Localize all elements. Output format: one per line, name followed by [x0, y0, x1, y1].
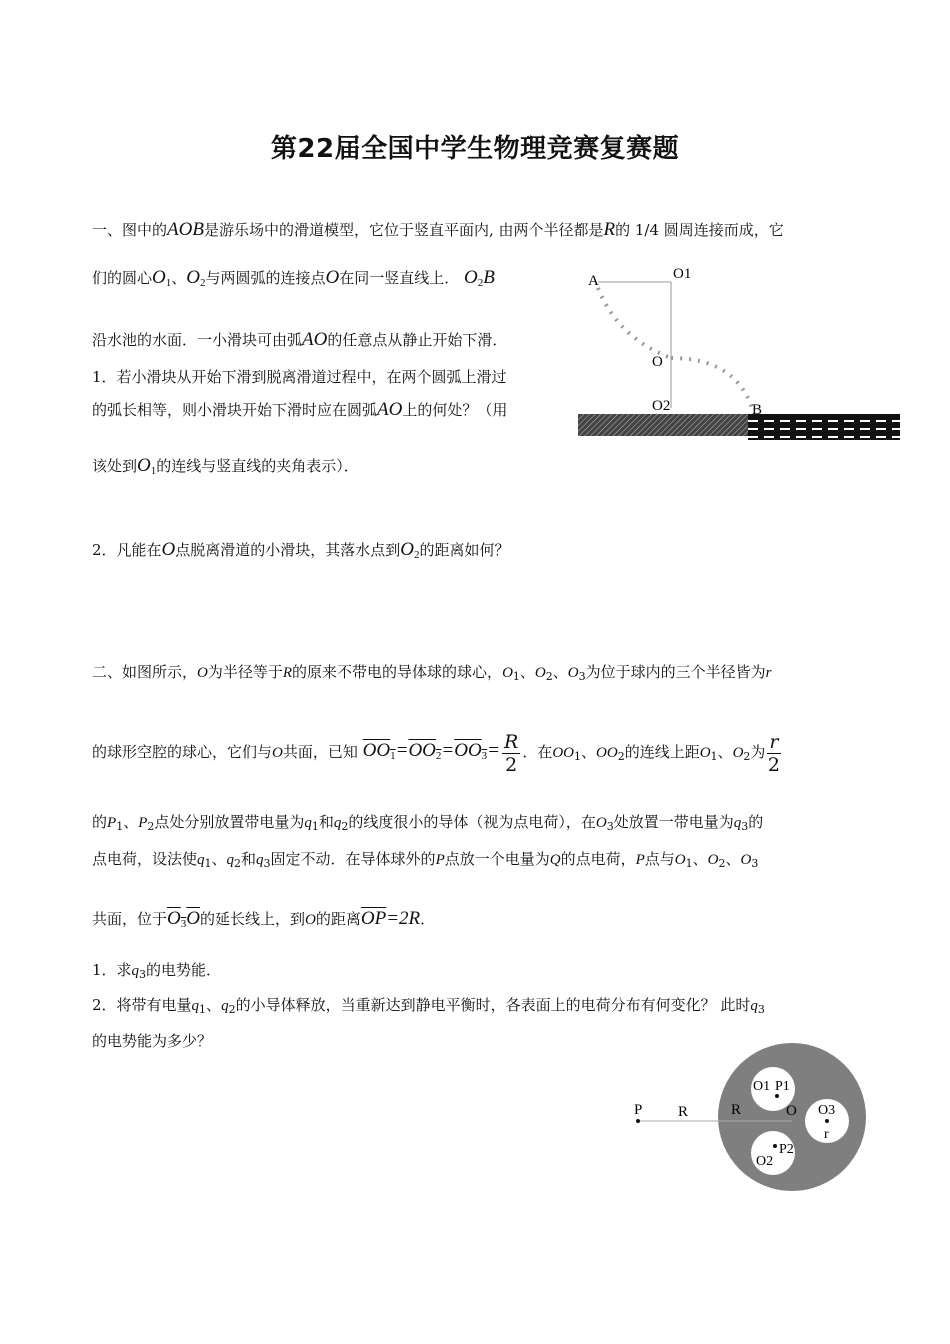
q1-text: 沿水池的水面．一小滑块可由弧: [92, 331, 303, 349]
point-p2: [773, 1144, 777, 1148]
q1-text: 的任意点从静止开始下滑．: [327, 331, 508, 349]
label-r-small: r: [824, 1127, 829, 1142]
math-o2: $O_2$: [400, 539, 420, 561]
math-aob: AOB: [167, 219, 204, 240]
q1-line-6: [92, 456, 359, 481]
label-r: R: [678, 1104, 689, 1120]
label-o2: O2: [756, 1154, 774, 1169]
q1-line-3: [92, 330, 507, 350]
point-p: [636, 1119, 640, 1123]
point-p1: [775, 1094, 779, 1098]
math-ao: AO: [302, 329, 328, 350]
fraction-r-over-2: $\frac{R}{2}$: [504, 730, 519, 776]
label-o2: O2: [652, 398, 671, 414]
q1-text: 2．凡能在: [92, 541, 162, 559]
math-o1: $O_1$: [152, 267, 172, 289]
q1-text: 的 1/4 圆周连接而成，它: [615, 221, 784, 239]
label-o: O: [786, 1103, 797, 1119]
q1-text: 的弧长相等，则小滑块开始下滑时应在圆弧: [92, 401, 378, 419]
point-o3: [825, 1119, 829, 1123]
q1-line-4: 1．若小滑块从开始下滑到脱离滑道过程中，在两个圆弧上滑过: [92, 368, 507, 386]
label-o1: O1: [673, 266, 692, 282]
q2-line-8: 的电势能为多少？: [92, 1032, 213, 1050]
math-o: O: [161, 539, 176, 560]
math-o2: $O_2$: [186, 267, 206, 289]
arc-ob: [671, 358, 752, 408]
q1-text: 、: [171, 269, 187, 287]
q1-text: 一、图中的: [92, 221, 168, 239]
label-o3: O3: [818, 1103, 836, 1118]
q1-text: 是游乐场中的滑道模型，它位于竖直平面内, 由两个半径都是: [203, 221, 604, 239]
q1-text: 们的圆心: [92, 269, 153, 287]
q1-text: 上的何处？（用: [402, 401, 508, 419]
math-r: R: [603, 219, 616, 240]
q2-line-6: 1．求$q_3$的电势能．: [92, 961, 222, 981]
math-ao: AO: [377, 399, 403, 420]
q2-line-1: 二、如图所示，O为半径等于R的原来不带电的导体球的球心，$O_1$、$O_2$、$O_3$为位于球内的三个半径皆为r: [92, 663, 772, 683]
slide-diagram: [570, 258, 910, 448]
math-o1: $O_1$: [137, 455, 157, 477]
q1-text: 与两圆弧的连接点: [205, 269, 326, 287]
ground: [578, 414, 748, 436]
math-op: $\overline{OP}=2R$: [360, 908, 421, 929]
label-b: B: [752, 402, 763, 418]
math-o2b: $O_2B$: [464, 267, 495, 289]
q2-line-3: 的$P_1$、$P_2$点处分别放置带电量为$q_1$和$q_2$的线度很小的导体（视为点电荷），在$O_3$处放置一带电量为$q_3$的: [92, 813, 764, 833]
label-p: P: [634, 1102, 643, 1118]
water-pool: [748, 414, 900, 440]
math-o3o: $O_3O$: [167, 908, 200, 930]
label-o: O: [652, 354, 663, 370]
label-o1: O1: [753, 1079, 771, 1094]
label-p2: P2: [779, 1142, 794, 1157]
label-p1: P1: [775, 1079, 790, 1094]
q1-text: 该处到: [92, 457, 138, 475]
q2-line-5: 共面，位于$O_3O$的延长线上，到O的距离$\overline{OP}=2R$．: [92, 908, 436, 930]
fraction-r-over-2: $\frac{r}{2}$: [767, 730, 781, 776]
q1-line-1: [92, 220, 784, 240]
q1-text: 点脱离滑道的小滑块，其落水点到: [175, 541, 401, 559]
q1-text: 的距离如何？: [419, 541, 510, 559]
q1-line-7: [92, 540, 510, 565]
q2-line-2: 的球形空腔的球心，它们与O共面，已知 $OO_1=OO_2=OO_3=$ $\frac{R}{2}$ ．在$OO_1$、$OO_2$的连线上距$O_1$、$O_2$为 $\frac{r}{2}$: [92, 730, 781, 776]
q1-line-2: [92, 268, 495, 293]
page-title: 第22届全国中学生物理竞赛复赛题: [270, 134, 680, 164]
q1-line-5: [92, 400, 507, 420]
q1-text: 在同一竖直线上．: [339, 269, 460, 287]
q1-text: 的连线与竖直线的夹角表示）．: [156, 457, 359, 475]
label-a: A: [588, 273, 599, 289]
q2-line-4: 点电荷，设法使$q_1$、$q_2$和$q_3$固定不动．在导体球外的P点放一个电量为Q的点电荷，P点与$O_1$、$O_2$、$O_3$: [92, 850, 759, 870]
label-r: R: [731, 1102, 742, 1118]
q2-line-7: 2．将带有电量$q_1$、$q_2$的小导体释放，当重新达到静电平衡时，各表面上的电荷分布有何变化？ 此时$q_3$: [92, 996, 765, 1016]
arc-ao: [598, 288, 671, 358]
equation: $OO_1=OO_2=OO_3=$: [362, 739, 500, 762]
math-o: O: [325, 267, 340, 288]
sphere-diagram: [620, 1035, 880, 1205]
